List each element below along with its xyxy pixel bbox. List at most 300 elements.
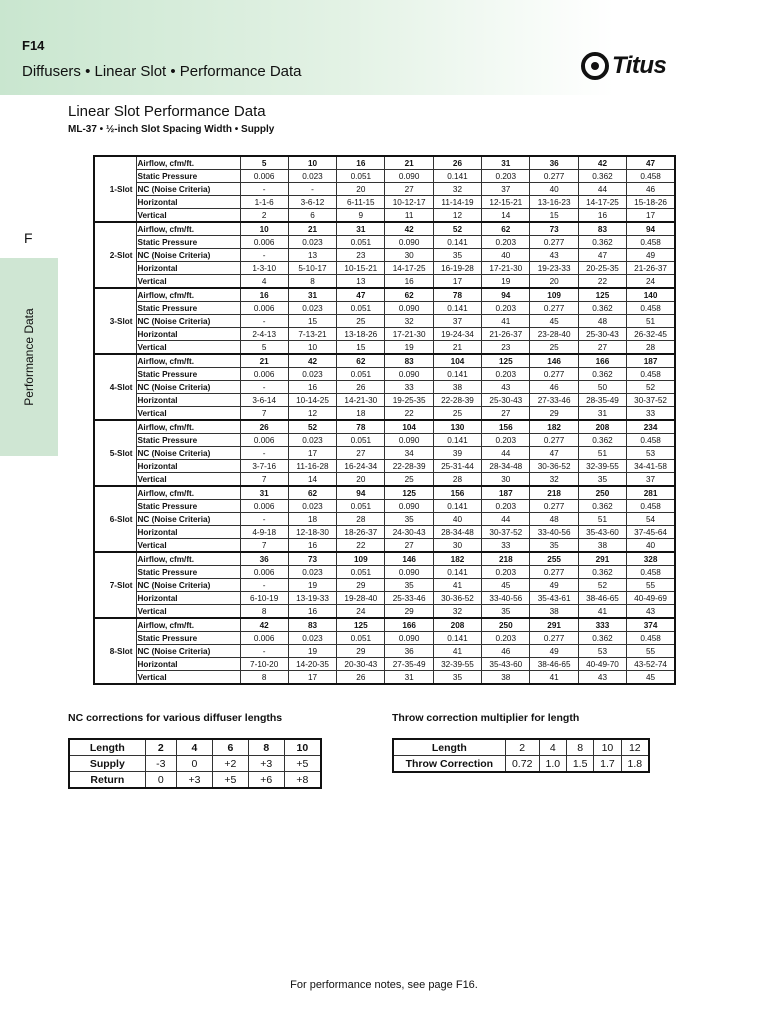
table-cell: 2	[505, 739, 539, 756]
table-cell: 13	[337, 275, 385, 289]
table-cell: 37	[627, 473, 675, 487]
table-cell: +5	[284, 756, 321, 772]
table-cell: 0.023	[288, 236, 336, 249]
table-cell: 42	[385, 222, 433, 236]
table-cell: 6	[212, 739, 248, 756]
slot-label: 8-Slot	[94, 618, 136, 684]
table-row	[94, 394, 675, 407]
table-cell: 35	[433, 249, 481, 262]
table-cell: 166	[578, 354, 626, 368]
table-cell: 47	[337, 288, 385, 302]
row-label: Airflow, cfm/ft.	[136, 222, 240, 236]
table-cell: 53	[578, 645, 626, 658]
table-row	[94, 170, 675, 183]
row-label: Static Pressure	[136, 434, 240, 447]
table-cell: 10	[288, 156, 336, 170]
table-cell: 53	[627, 447, 675, 460]
table-cell: 18-26-37	[337, 526, 385, 539]
table-cell: 62	[385, 288, 433, 302]
table-cell: 0.458	[627, 500, 675, 513]
table-cell: 218	[482, 552, 530, 566]
row-label: Vertical	[136, 605, 240, 619]
table-cell: 30	[482, 473, 530, 487]
table-cell: 146	[385, 552, 433, 566]
table-cell: 250	[578, 486, 626, 500]
table-cell: 0.458	[627, 368, 675, 381]
table-cell: 33-40-56	[530, 526, 578, 539]
table-row	[94, 381, 675, 394]
table-cell: 23-28-40	[530, 328, 578, 341]
table-cell: 43	[627, 605, 675, 619]
table-cell: 26-32-45	[627, 328, 675, 341]
table-cell: 16	[240, 288, 288, 302]
table-cell: 27	[578, 341, 626, 355]
table-cell: 17	[288, 671, 336, 685]
table-cell: -	[240, 513, 288, 526]
table-cell: 140	[627, 288, 675, 302]
table-cell: 20	[337, 183, 385, 196]
table-cell: 28	[337, 513, 385, 526]
table-cell: 33	[385, 381, 433, 394]
table-row	[94, 328, 675, 341]
side-tab	[0, 258, 58, 456]
table-row	[94, 526, 675, 539]
table-cell: 25-30-43	[482, 394, 530, 407]
table-row	[94, 434, 675, 447]
table-cell: 17	[433, 275, 481, 289]
table-cell: 32	[385, 315, 433, 328]
table-cell: 0.141	[433, 434, 481, 447]
table-row	[94, 552, 675, 566]
table-cell: -	[240, 183, 288, 196]
table-cell: 0.023	[288, 566, 336, 579]
table-cell: 41	[530, 671, 578, 685]
table-cell: 166	[385, 618, 433, 632]
table-cell: 0.006	[240, 434, 288, 447]
table-cell: 0.203	[482, 170, 530, 183]
table-cell: 47	[530, 447, 578, 460]
table-cell: 0.006	[240, 236, 288, 249]
table-cell: 0.141	[433, 302, 481, 315]
table-cell: 73	[288, 552, 336, 566]
row-label: Airflow, cfm/ft.	[136, 354, 240, 368]
table-cell: 4-9-18	[240, 526, 288, 539]
table-cell: 11-16-28	[288, 460, 336, 473]
table-cell: 62	[482, 222, 530, 236]
table-row	[94, 209, 675, 223]
slot-label: 5-Slot	[94, 420, 136, 486]
table-cell: 10	[288, 341, 336, 355]
table-cell: 35	[385, 579, 433, 592]
table-cell: 16	[337, 156, 385, 170]
table-cell: 125	[385, 486, 433, 500]
slot-label: 2-Slot	[94, 222, 136, 288]
table-cell: 94	[337, 486, 385, 500]
table-cell: 187	[627, 354, 675, 368]
table-cell: 38-46-65	[578, 592, 626, 605]
table-cell: 10-15-21	[337, 262, 385, 275]
slot-label: 3-Slot	[94, 288, 136, 354]
table-cell: 125	[482, 354, 530, 368]
row-label: Vertical	[136, 671, 240, 685]
table-cell: 45	[530, 315, 578, 328]
table-cell: 27	[385, 539, 433, 553]
row-label: NC (Noise Criteria)	[136, 249, 240, 262]
table-cell: 0.090	[385, 368, 433, 381]
table-cell: 14-21-30	[337, 394, 385, 407]
row-header: Length	[69, 739, 145, 756]
table-cell: 0.277	[530, 302, 578, 315]
table-cell: 0.006	[240, 566, 288, 579]
table-cell: 17	[288, 447, 336, 460]
table-row	[69, 739, 321, 756]
table-cell: 40	[627, 539, 675, 553]
row-label: Static Pressure	[136, 566, 240, 579]
table-row	[94, 262, 675, 275]
table-cell: 25-33-46	[385, 592, 433, 605]
table-cell: 94	[627, 222, 675, 236]
table-cell: 0.203	[482, 566, 530, 579]
table-cell: 3-7-16	[240, 460, 288, 473]
table-cell: 35-43-61	[530, 592, 578, 605]
table-cell: 38	[530, 605, 578, 619]
table-cell: 12	[433, 209, 481, 223]
table-cell: 182	[433, 552, 481, 566]
table-cell: 37-45-64	[627, 526, 675, 539]
table-cell: 44	[578, 183, 626, 196]
table-cell: 40-49-69	[627, 592, 675, 605]
row-label: Static Pressure	[136, 632, 240, 645]
table-cell: 13-16-23	[530, 196, 578, 209]
slot-label: 7-Slot	[94, 552, 136, 618]
row-label: Airflow, cfm/ft.	[136, 420, 240, 434]
table-cell: 0.277	[530, 368, 578, 381]
table-cell: 1-3-10	[240, 262, 288, 275]
table-cell: 0.023	[288, 170, 336, 183]
table-cell: 40	[433, 513, 481, 526]
row-label: Static Pressure	[136, 170, 240, 183]
table-row	[94, 618, 675, 632]
table-cell: 11	[385, 209, 433, 223]
table-cell: 46	[482, 645, 530, 658]
table-cell: 41	[578, 605, 626, 619]
table-cell: 16	[288, 381, 336, 394]
table-row	[94, 407, 675, 421]
row-label: Vertical	[136, 407, 240, 421]
table-row	[94, 222, 675, 236]
table-cell: 83	[385, 354, 433, 368]
table-row	[94, 671, 675, 685]
table-cell: 30-37-52	[627, 394, 675, 407]
table-cell: 0.090	[385, 500, 433, 513]
table-cell: 104	[385, 420, 433, 434]
table-cell: +3	[248, 756, 284, 772]
table-cell: 24	[337, 605, 385, 619]
table-cell: 0.051	[337, 566, 385, 579]
table-cell: 0.006	[240, 632, 288, 645]
table-cell: 50	[578, 381, 626, 394]
table-cell: 0.023	[288, 368, 336, 381]
side-section-letter: F	[24, 230, 33, 246]
table-cell: 20	[337, 473, 385, 487]
table-cell: +3	[177, 772, 213, 789]
table-cell: 0.051	[337, 236, 385, 249]
table-cell: 12	[288, 407, 336, 421]
titus-swirl-icon	[580, 51, 610, 81]
table-cell: 14-17-25	[385, 262, 433, 275]
table-cell: 0.141	[433, 500, 481, 513]
table-cell: 33-40-56	[482, 592, 530, 605]
table-cell: 35	[482, 605, 530, 619]
table-cell: 16-19-28	[433, 262, 481, 275]
table-cell: 8	[567, 739, 594, 756]
table-cell: 15	[530, 209, 578, 223]
table-cell: 16	[288, 605, 336, 619]
table-row	[94, 632, 675, 645]
table-row	[94, 249, 675, 262]
table-row	[94, 196, 675, 209]
table-cell: 23	[482, 341, 530, 355]
table-cell: 0.090	[385, 236, 433, 249]
row-label: NC (Noise Criteria)	[136, 447, 240, 460]
row-label: Static Pressure	[136, 236, 240, 249]
table-cell: 35	[530, 539, 578, 553]
table-cell: 208	[433, 618, 481, 632]
table-cell: 29	[385, 605, 433, 619]
table-cell: 8	[288, 275, 336, 289]
table-cell: 45	[627, 671, 675, 685]
table-row	[69, 756, 321, 772]
table-cell: 15	[288, 315, 336, 328]
table-cell: -	[240, 447, 288, 460]
table-cell: 48	[530, 513, 578, 526]
table-cell: 328	[627, 552, 675, 566]
table-cell: 13-19-33	[288, 592, 336, 605]
table-cell: 146	[530, 354, 578, 368]
table-cell: 14	[288, 473, 336, 487]
table-cell: 41	[482, 315, 530, 328]
table-cell: 31	[337, 222, 385, 236]
row-label: NC (Noise Criteria)	[136, 579, 240, 592]
table-cell: 0.051	[337, 434, 385, 447]
table-cell: 52	[288, 420, 336, 434]
table-cell: 21	[385, 156, 433, 170]
titus-logo	[580, 50, 666, 82]
page-title: Linear Slot Performance Data	[68, 103, 266, 120]
table-cell: 156	[433, 486, 481, 500]
table-cell: 21-26-37	[482, 328, 530, 341]
table-cell: 40-49-70	[578, 658, 626, 671]
table-cell: 25	[337, 315, 385, 328]
table-cell: 0.203	[482, 236, 530, 249]
throw-correction-table	[392, 738, 650, 773]
nc-corrections-caption: NC corrections for various diffuser lengths	[68, 712, 283, 724]
table-cell: 0.362	[578, 302, 626, 315]
table-cell: 49	[530, 579, 578, 592]
table-row	[94, 460, 675, 473]
row-label: Vertical	[136, 209, 240, 223]
table-cell: 0.006	[240, 302, 288, 315]
table-cell: 0.277	[530, 566, 578, 579]
table-cell: 255	[530, 552, 578, 566]
table-cell: 0.023	[288, 500, 336, 513]
table-cell: 25	[530, 341, 578, 355]
table-cell: +2	[212, 756, 248, 772]
table-cell: 6-10-19	[240, 592, 288, 605]
table-cell: 0.051	[337, 632, 385, 645]
table-cell: 0.090	[385, 632, 433, 645]
table-cell: 4	[240, 275, 288, 289]
table-cell: 5	[240, 156, 288, 170]
table-cell: 0.203	[482, 368, 530, 381]
table-cell: -	[288, 183, 336, 196]
table-row	[94, 275, 675, 289]
row-label: NC (Noise Criteria)	[136, 513, 240, 526]
table-cell: 83	[578, 222, 626, 236]
table-cell: 42	[578, 156, 626, 170]
table-cell: 19-24-34	[433, 328, 481, 341]
table-cell: 0.090	[385, 566, 433, 579]
table-cell: 17-21-30	[482, 262, 530, 275]
row-label: Vertical	[136, 341, 240, 355]
table-cell: 27-33-46	[530, 394, 578, 407]
row-label: Airflow, cfm/ft.	[136, 552, 240, 566]
table-cell: 52	[433, 222, 481, 236]
table-cell: 32-39-55	[433, 658, 481, 671]
table-cell: 51	[627, 315, 675, 328]
table-cell: 19-28-40	[337, 592, 385, 605]
table-cell: 7	[240, 539, 288, 553]
table-row	[94, 500, 675, 513]
table-cell: 47	[578, 249, 626, 262]
row-header: Supply	[69, 756, 145, 772]
table-row	[94, 566, 675, 579]
table-cell: 28	[433, 473, 481, 487]
table-cell: 0.458	[627, 434, 675, 447]
table-cell: 16	[578, 209, 626, 223]
table-cell: -	[240, 315, 288, 328]
table-cell: 130	[433, 420, 481, 434]
table-cell: 0.458	[627, 632, 675, 645]
row-label: Airflow, cfm/ft.	[136, 156, 240, 170]
table-cell: 0.277	[530, 434, 578, 447]
table-cell: 0.141	[433, 566, 481, 579]
table-cell: 30	[385, 249, 433, 262]
table-cell: 18	[337, 407, 385, 421]
table-cell: 31	[385, 671, 433, 685]
table-cell: 38	[433, 381, 481, 394]
table-cell: 19	[385, 341, 433, 355]
table-cell: 25	[385, 473, 433, 487]
slot-label: 4-Slot	[94, 354, 136, 420]
table-cell: 41	[433, 645, 481, 658]
table-cell: 94	[482, 288, 530, 302]
table-cell: 23	[337, 249, 385, 262]
table-cell: 27-35-49	[385, 658, 433, 671]
table-cell: 19	[482, 275, 530, 289]
table-cell: 35	[385, 513, 433, 526]
table-cell: 33	[627, 407, 675, 421]
row-label: Airflow, cfm/ft.	[136, 288, 240, 302]
table-cell: 12-15-21	[482, 196, 530, 209]
table-cell: 16	[288, 539, 336, 553]
table-cell: 22	[337, 539, 385, 553]
table-cell: 7	[240, 407, 288, 421]
table-cell: 52	[627, 381, 675, 394]
table-cell: 43	[482, 381, 530, 394]
side-tab-label: Performance Data	[22, 308, 36, 406]
table-cell: 0.023	[288, 302, 336, 315]
table-cell: 43	[578, 671, 626, 685]
table-cell: 0.023	[288, 434, 336, 447]
row-label: Horizontal	[136, 658, 240, 671]
table-cell: 0.006	[240, 500, 288, 513]
table-cell: 37	[433, 315, 481, 328]
table-cell: 73	[530, 222, 578, 236]
performance-table	[93, 155, 676, 685]
table-cell: 14	[482, 209, 530, 223]
table-cell: 0.277	[530, 632, 578, 645]
row-label: Airflow, cfm/ft.	[136, 618, 240, 632]
table-row	[393, 756, 649, 773]
table-cell: 208	[578, 420, 626, 434]
table-cell: 45	[482, 579, 530, 592]
table-cell: 42	[240, 618, 288, 632]
table-cell: 0.006	[240, 368, 288, 381]
table-row	[94, 302, 675, 315]
table-cell: 2	[240, 209, 288, 223]
table-cell: 32	[433, 605, 481, 619]
table-cell: 374	[627, 618, 675, 632]
table-cell: 54	[627, 513, 675, 526]
table-cell: 31	[288, 288, 336, 302]
table-cell: 38	[578, 539, 626, 553]
table-cell: 20	[530, 275, 578, 289]
table-cell: 0.203	[482, 500, 530, 513]
table-cell: 0.362	[578, 500, 626, 513]
table-cell: 22-28-39	[385, 460, 433, 473]
table-cell: 250	[482, 618, 530, 632]
table-row	[94, 156, 675, 170]
table-cell: 41	[433, 579, 481, 592]
table-cell: 29	[337, 645, 385, 658]
table-cell: 3-6-14	[240, 394, 288, 407]
table-cell: 15-18-26	[627, 196, 675, 209]
table-cell: 18	[288, 513, 336, 526]
table-cell: 34-41-58	[627, 460, 675, 473]
table-cell: 62	[337, 354, 385, 368]
row-label: Vertical	[136, 275, 240, 289]
table-cell: 22-28-39	[433, 394, 481, 407]
table-cell: 20-30-43	[337, 658, 385, 671]
table-cell: 22	[578, 275, 626, 289]
row-label: Static Pressure	[136, 500, 240, 513]
table-cell: 5-10-17	[288, 262, 336, 275]
table-cell: 83	[288, 618, 336, 632]
table-cell: 0.141	[433, 632, 481, 645]
table-cell: 12	[621, 739, 649, 756]
table-cell: 0.203	[482, 632, 530, 645]
table-cell: 5	[240, 341, 288, 355]
table-cell: 0.023	[288, 632, 336, 645]
table-cell: 291	[530, 618, 578, 632]
table-cell: 2-4-13	[240, 328, 288, 341]
table-cell: 0.362	[578, 434, 626, 447]
table-cell: 19	[288, 579, 336, 592]
table-cell: 0.458	[627, 566, 675, 579]
row-label: NC (Noise Criteria)	[136, 381, 240, 394]
table-cell: 0.141	[433, 368, 481, 381]
